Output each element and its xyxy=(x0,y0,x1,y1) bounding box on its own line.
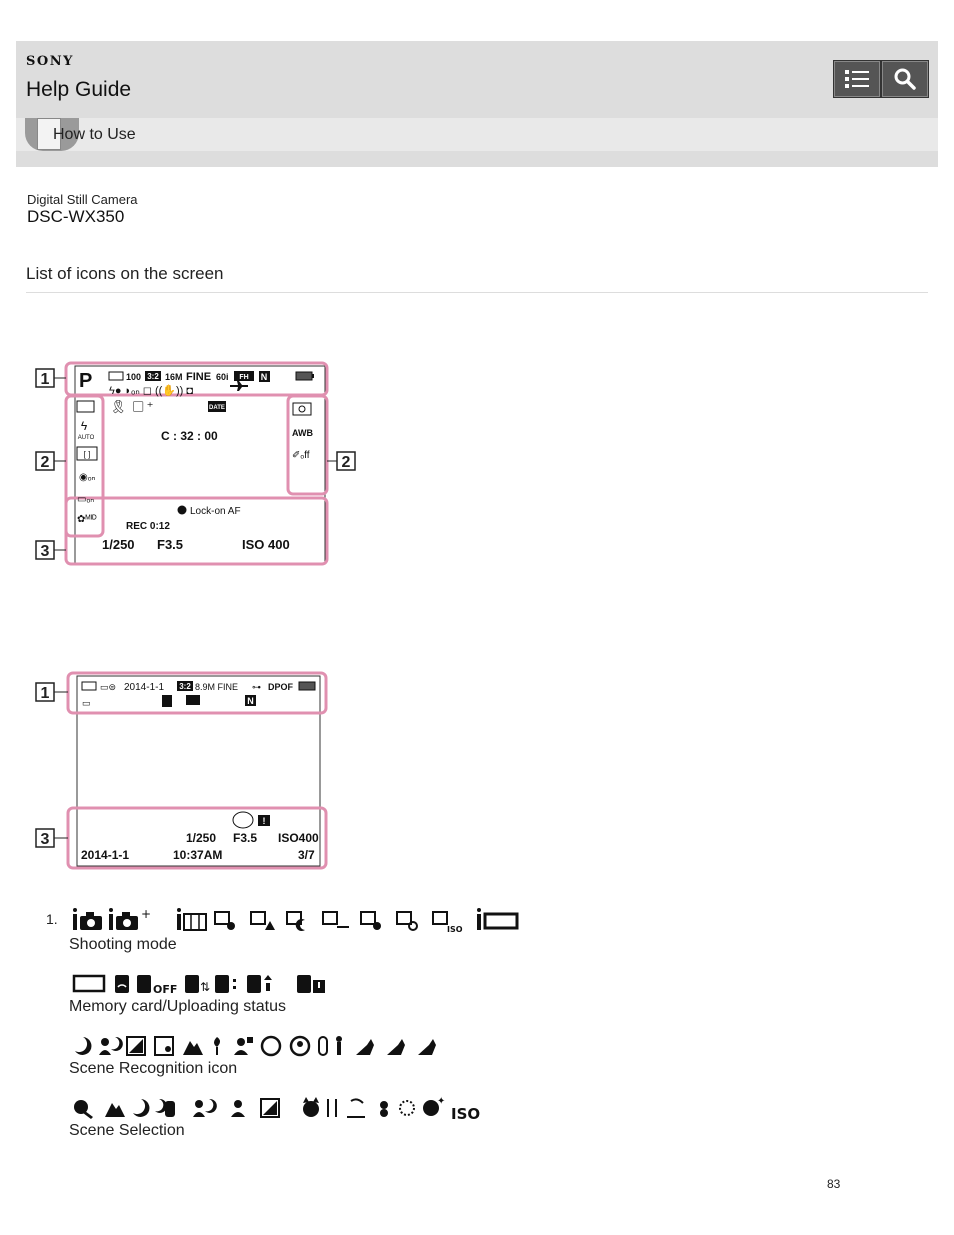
svg-text:FH: FH xyxy=(239,374,249,381)
svg-text:[ ]: [ ] xyxy=(83,450,91,459)
list-number: 1. xyxy=(46,911,58,927)
svg-text:⇅: ⇅ xyxy=(200,980,211,994)
svg-text:+: + xyxy=(141,908,152,921)
toc-button[interactable] xyxy=(833,60,881,98)
lock-on-af: Lock-on AF xyxy=(190,506,241,517)
svg-text:OFF: OFF xyxy=(153,983,178,996)
scene-selection-icons xyxy=(71,1095,491,1121)
svg-text:N: N xyxy=(247,696,254,706)
svg-text:3:2: 3:2 xyxy=(179,682,191,691)
battery-icon xyxy=(296,372,312,380)
callout-1: 1 xyxy=(40,371,50,388)
svg-text:✦: ✦ xyxy=(437,1096,446,1107)
shutter-speed: 1/250 xyxy=(102,537,135,552)
playback-screen-diagram xyxy=(34,670,364,875)
product-model: DSC-WX350 xyxy=(27,207,125,226)
svg-text:2014-1-1: 2014-1-1 xyxy=(124,682,165,693)
svg-text:!: ! xyxy=(262,816,266,826)
aperture: F3.5 xyxy=(157,537,184,552)
svg-text:16M: 16M xyxy=(165,372,183,382)
help-guide-title[interactable]: Help Guide xyxy=(26,78,132,101)
iso: ISO 400 xyxy=(242,537,290,552)
caption-shooting-mode: Shooting mode xyxy=(69,936,177,953)
section-link-how-to-use[interactable]: How to Use xyxy=(53,126,136,143)
callout-2-right: 2 xyxy=(341,454,351,471)
search-icon xyxy=(893,67,917,91)
caption-scene-selection: Scene Selection xyxy=(69,1122,185,1139)
svg-text:FINE: FINE xyxy=(186,371,212,383)
svg-text:▭: ▭ xyxy=(82,698,91,708)
shooting-screen-diagram xyxy=(34,360,364,570)
svg-text:F3.5: F3.5 xyxy=(233,831,258,845)
svg-text:◉ₒₙ: ◉ₒₙ xyxy=(79,472,96,483)
svg-text:10:37AM: 10:37AM xyxy=(173,848,223,862)
svg-text:▭ₒₙ: ▭ₒₙ xyxy=(77,494,95,505)
playback-callout-1: 1 xyxy=(40,685,50,702)
svg-text:3/7: 3/7 xyxy=(298,848,315,862)
svg-text:60i: 60i xyxy=(216,372,229,382)
brand-logo: SONY xyxy=(26,54,74,69)
svg-text:ISO400: ISO400 xyxy=(278,831,319,845)
svg-text:AWB: AWB xyxy=(292,428,313,438)
caption-memory-card: Memory card/Uploading status xyxy=(69,998,286,1015)
svg-text:⊶: ⊶ xyxy=(252,682,261,692)
svg-text:✐ₒff: ✐ₒff xyxy=(292,450,310,461)
mode-indicator: P xyxy=(79,370,93,392)
page-title: List of icons on the screen xyxy=(26,264,224,283)
svg-text:▭⊜: ▭⊜ xyxy=(100,682,117,692)
svg-text:8.9M FINE: 8.9M FINE xyxy=(195,682,239,692)
section-bar xyxy=(16,118,938,151)
svg-text:100: 100 xyxy=(126,372,142,382)
svg-text:ϟ● ◗ₒₙ ◻ ((✋)) ◘: ϟ● ◗ₒₙ ◻ ((✋)) ◘ xyxy=(109,385,193,397)
rec-time: REC 0:12 xyxy=(126,521,170,532)
svg-text:ISO: ISO xyxy=(447,925,463,934)
svg-text:🎗 ◻⁺: 🎗 ◻⁺ xyxy=(110,399,154,414)
svg-text:1/250: 1/250 xyxy=(186,831,217,845)
svg-text:ISO: ISO xyxy=(451,1105,481,1121)
search-button[interactable] xyxy=(881,60,929,98)
svg-text:DPOF: DPOF xyxy=(268,682,294,692)
page-number: 83 xyxy=(827,1177,841,1191)
svg-text:3:2: 3:2 xyxy=(147,372,159,381)
shooting-mode-icons xyxy=(71,908,531,934)
caption-scene-recognition: Scene Recognition icon xyxy=(69,1060,238,1077)
callout-3: 3 xyxy=(40,543,50,560)
scene-recognition-icons xyxy=(71,1033,451,1059)
list-icon xyxy=(844,68,870,90)
svg-text:DATE: DATE xyxy=(209,405,225,411)
header-bar xyxy=(16,41,938,167)
callout-2-left: 2 xyxy=(40,454,50,471)
svg-text:✿ᴹᴵᴰ: ✿ᴹᴵᴰ xyxy=(77,514,97,525)
airplane-icon xyxy=(230,381,248,391)
memory-card-icons xyxy=(71,971,351,997)
remaining-count: C : 32 : 00 xyxy=(161,429,218,443)
divider xyxy=(26,292,928,293)
svg-text:ϟ: ϟ xyxy=(80,419,88,433)
playback-callout-3: 3 xyxy=(40,831,50,848)
svg-text:AUTO: AUTO xyxy=(77,435,95,441)
product-category: Digital Still Camera xyxy=(27,192,138,207)
svg-text:N: N xyxy=(260,372,268,382)
svg-text:2014-1-1: 2014-1-1 xyxy=(81,848,130,862)
